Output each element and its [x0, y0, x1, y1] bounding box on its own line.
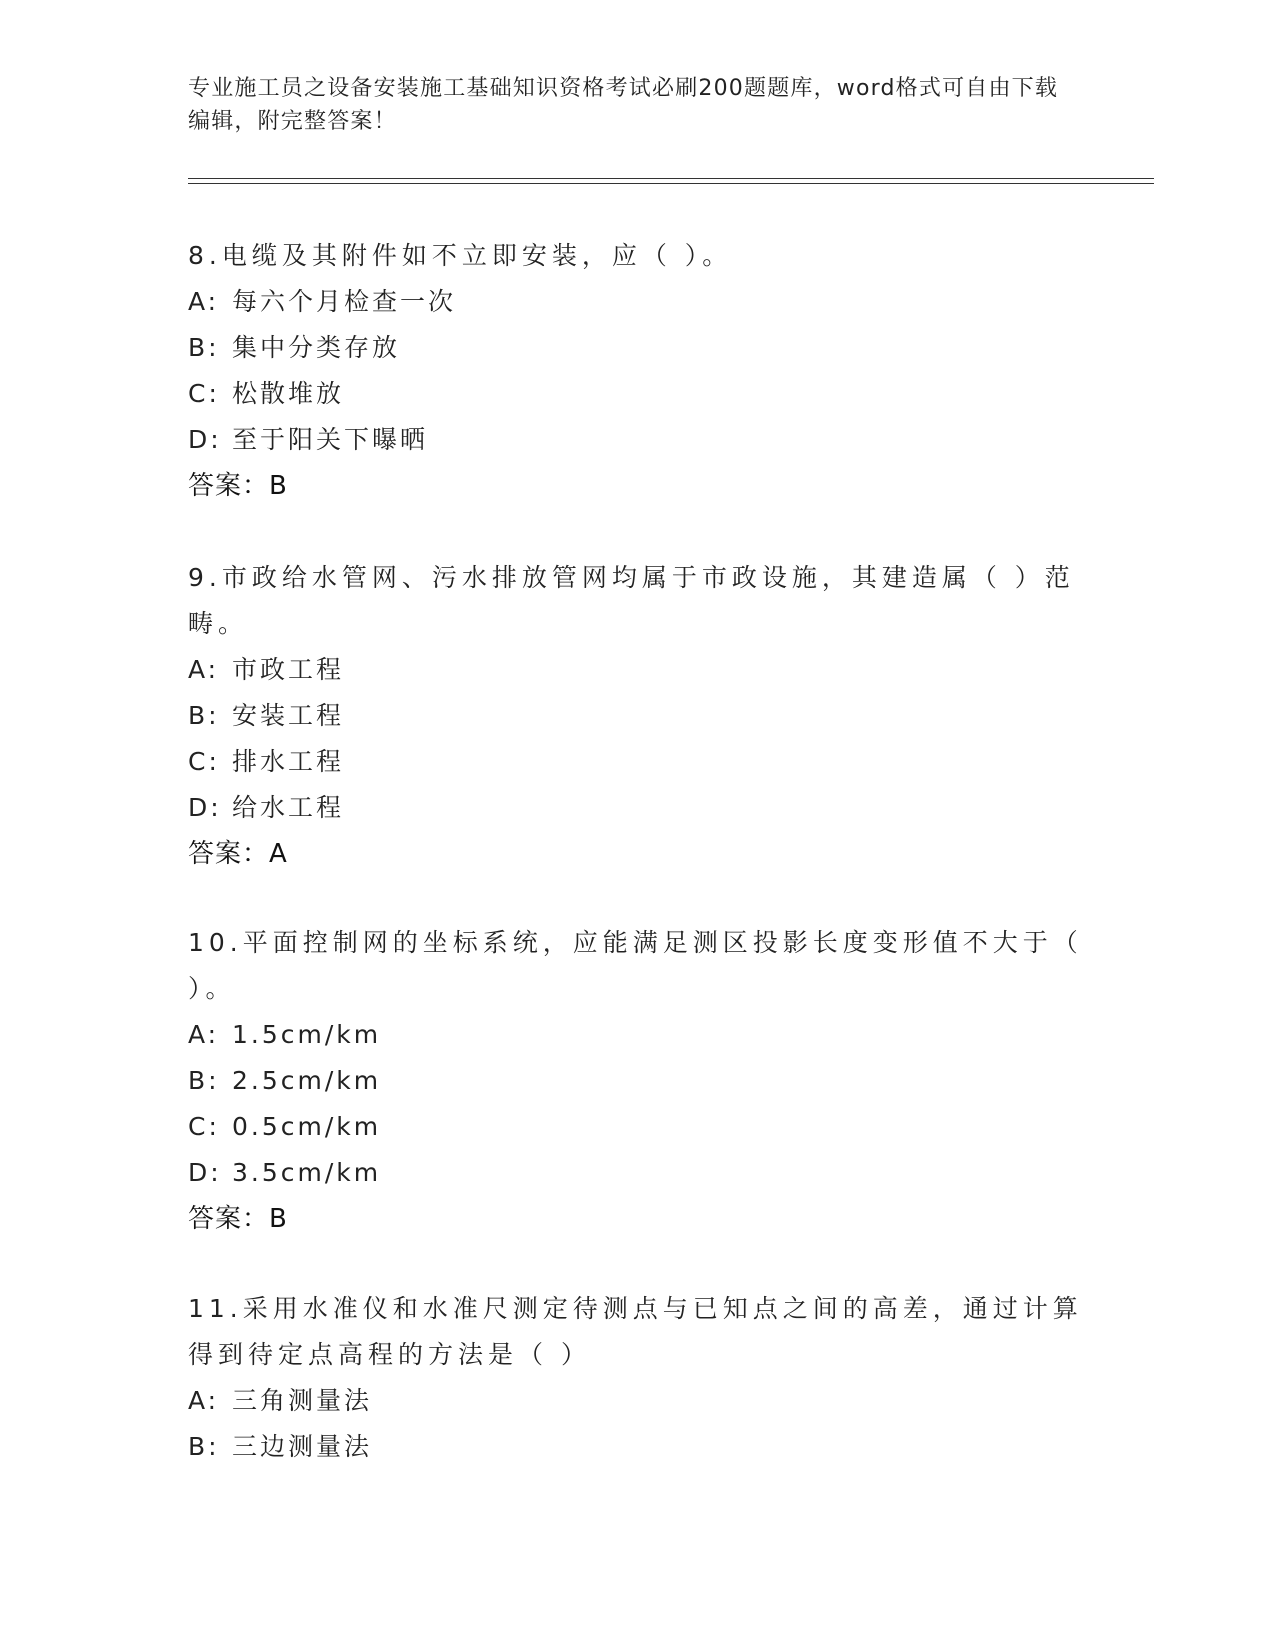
question-9 — [188, 555, 1088, 877]
option-text: 1.5cm/km — [232, 1020, 382, 1049]
question-stem: 10.平面控制网的坐标系统，应能满足测区投影长度变形值不大于（ ）。 — [188, 928, 1083, 1003]
header-divider-bottom — [188, 183, 1154, 184]
option-text: 0.5cm/km — [232, 1112, 382, 1141]
option-text: 三边测量法 — [232, 1432, 373, 1461]
option-c — [188, 371, 1088, 417]
option-text: 3.5cm/km — [232, 1158, 382, 1187]
option-d — [188, 1150, 1088, 1196]
option-a — [188, 647, 1088, 693]
question-11 — [188, 1286, 1088, 1470]
option-b — [188, 693, 1088, 739]
option-key: A: — [188, 1386, 220, 1415]
option-c — [188, 1104, 1088, 1150]
document-header: 专业施工员之设备安装施工基础知识资格考试必刷200题题库，word格式可自由下载编辑，附完整答案！ — [188, 76, 1059, 134]
answer-line: 答案：B — [188, 1204, 288, 1234]
option-a — [188, 1012, 1088, 1058]
question-stem: 9.市政给水管网、污水排放管网均属于市政设施，其建造属（ ）范畴。 — [188, 563, 1075, 638]
option-text: 排水工程 — [232, 747, 345, 776]
option-a — [188, 1378, 1088, 1424]
option-key: A: — [188, 287, 220, 316]
option-text: 安装工程 — [232, 701, 345, 730]
option-key: A: — [188, 1020, 220, 1049]
option-text: 至于阳关下曝晒 — [232, 425, 429, 454]
question-stem: 11.采用水准仪和水准尺测定待测点与已知点之间的高差，通过计算得到待定点高程的方法是（ ） — [188, 1294, 1083, 1369]
header-divider-top — [188, 178, 1154, 179]
option-a — [188, 279, 1088, 325]
option-d — [188, 417, 1088, 463]
option-text: 松散堆放 — [232, 379, 345, 408]
option-key: B: — [188, 1066, 220, 1095]
option-d — [188, 785, 1088, 831]
question-8 — [188, 233, 1088, 509]
option-text: 给水工程 — [232, 793, 345, 822]
question-10 — [188, 920, 1088, 1242]
option-key: C: — [188, 1112, 220, 1141]
option-key: C: — [188, 379, 220, 408]
option-b — [188, 1058, 1088, 1104]
option-key: D: — [188, 1158, 222, 1187]
option-text: 三角测量法 — [232, 1386, 373, 1415]
option-b — [188, 1424, 1088, 1470]
option-key: B: — [188, 701, 220, 730]
option-key: D: — [188, 793, 222, 822]
option-b — [188, 325, 1088, 371]
option-text: 2.5cm/km — [232, 1066, 382, 1095]
option-text: 集中分类存放 — [232, 333, 401, 362]
option-c — [188, 739, 1088, 785]
question-stem: 8.电缆及其附件如不立即安装，应（ ）。 — [188, 241, 733, 270]
option-text: 每六个月检查一次 — [232, 287, 457, 316]
answer-line: 答案：B — [188, 471, 288, 501]
option-key: B: — [188, 1432, 220, 1461]
option-key: A: — [188, 655, 220, 684]
option-text: 市政工程 — [232, 655, 345, 684]
option-key: C: — [188, 747, 220, 776]
option-key: B: — [188, 333, 220, 362]
option-key: D: — [188, 425, 222, 454]
answer-line: 答案：A — [188, 839, 288, 869]
